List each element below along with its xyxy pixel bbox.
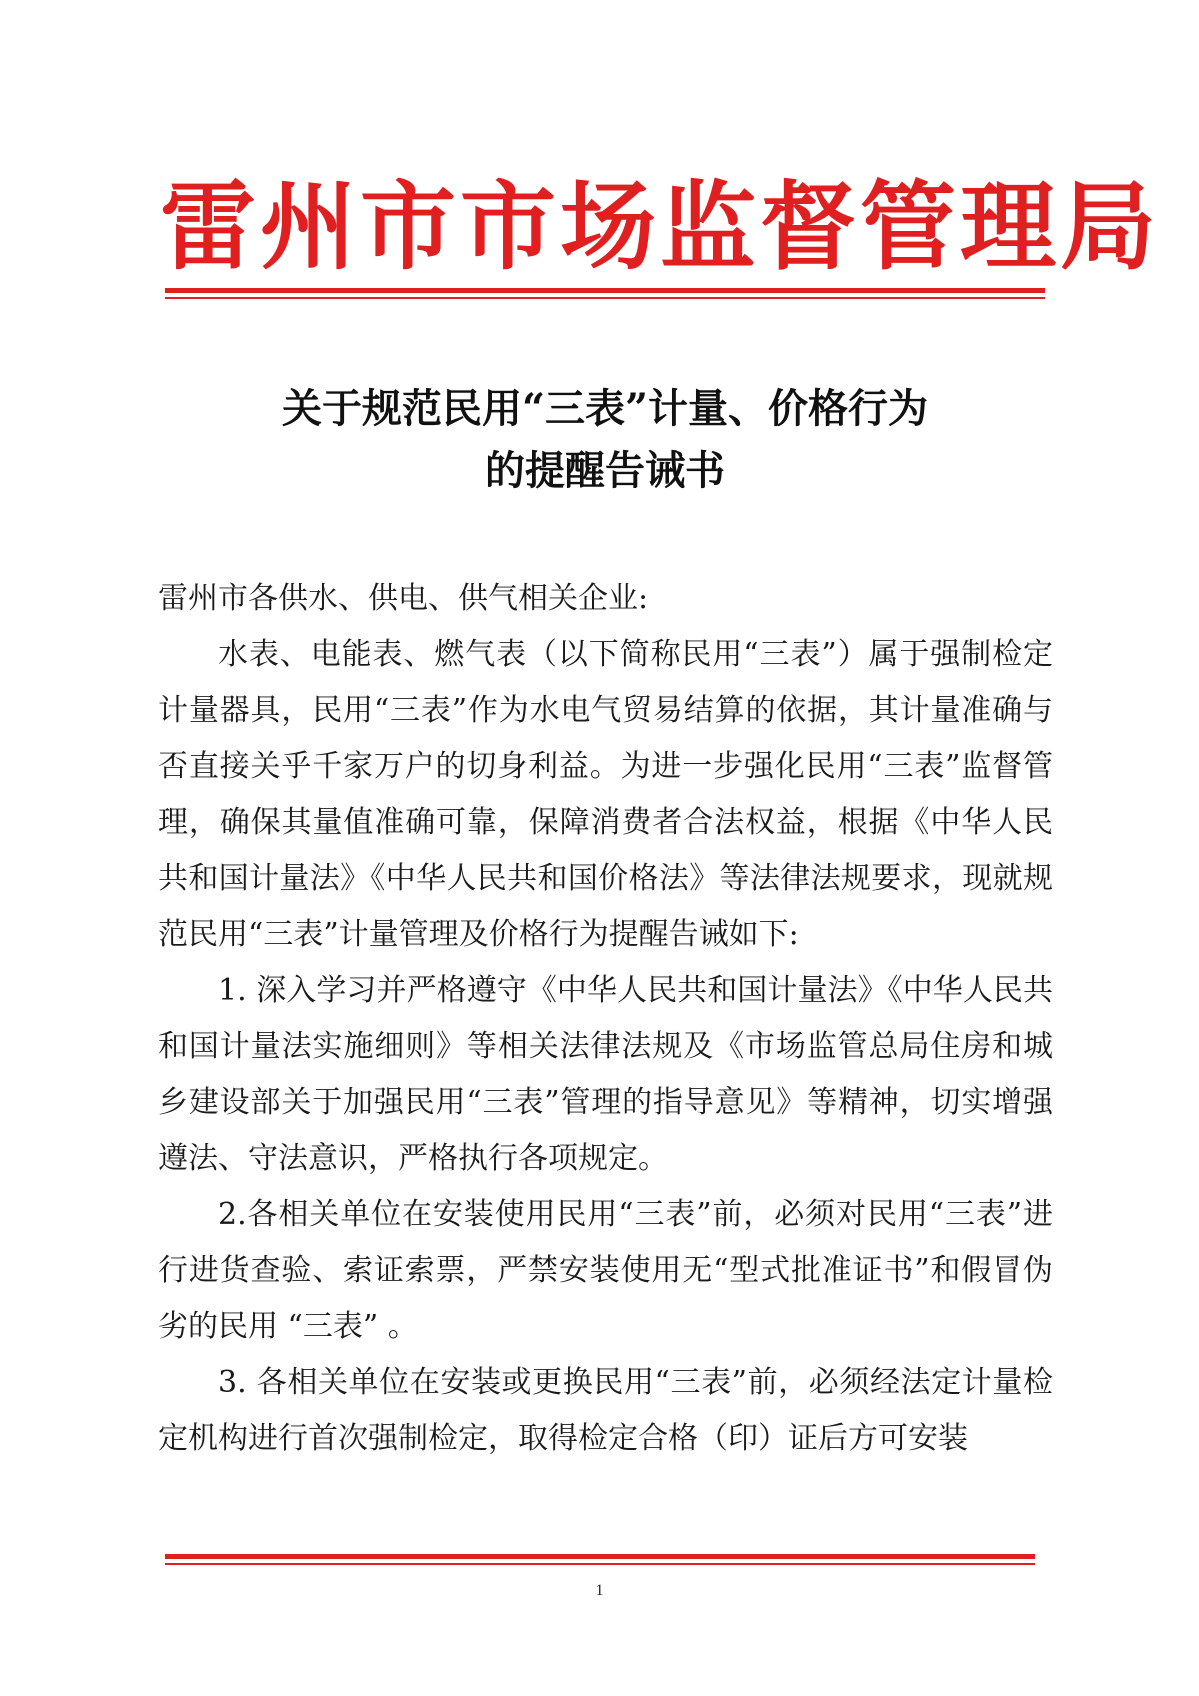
- document-title: [160, 378, 1050, 502]
- paragraph-item-1: 1. 深入学习并严格遵守《中华人民共和国计量法》《中华人民共和国计量法实施细则》等相关法律法规及《市场监管总局住房和城乡建设部关于加强民用“三表”管理的指导意见》等精神，切实增强遵法、守法意识，严格执行各项规定。: [158, 973, 1053, 1176]
- footer-red-rule-thick: [165, 1554, 1035, 1559]
- page-number: 1: [595, 1582, 604, 1599]
- footer-red-rule-thin: [165, 1563, 1035, 1565]
- document-title-line-1: 关于规范民用“三表”计量、价格行为: [281, 385, 928, 432]
- paragraph-intro: 水表、电能表、燃气表（以下简称民用“三表”）属于强制检定计量器具，民用“三表”作为水电气贸易结算的依据，其计量准确与否直接关乎千家万户的切身利益。为进一步强化民用“三表”监督管理，确保其量值准确可靠，保障消费者合法权益，根据《中华人民共和国计量法》《中华人民共和国价格法》等法律法规要求，现就规范民用“三表”计量管理及价格行为提醒告诫如下:: [158, 637, 1053, 952]
- salutation: 雷州市各供水、供电、供气相关企业:: [158, 581, 649, 616]
- paragraph-item-2: 2.各相关单位在安装使用民用“三表”前，必须对民用“三表”进行进货查验、索证索票，严禁安装使用无“型式批准证书”和假冒伪劣的民用 “三表” 。: [158, 1197, 1053, 1344]
- document-title-line-2: 的提醒告诫书: [485, 447, 725, 494]
- paragraph-item-3: 3. 各相关单位在安装或更换民用“三表”前，必须经法定计量检定机构进行首次强制检定，取得检定合格（印）证后方可安装: [158, 1365, 1053, 1456]
- letterhead-red-rule-thick: [165, 288, 1045, 293]
- letterhead-organization-name: 雷州市市场监督管理局: [160, 171, 1160, 283]
- letterhead-red-rule-thin: [165, 297, 1045, 299]
- document-body: [158, 571, 1053, 1467]
